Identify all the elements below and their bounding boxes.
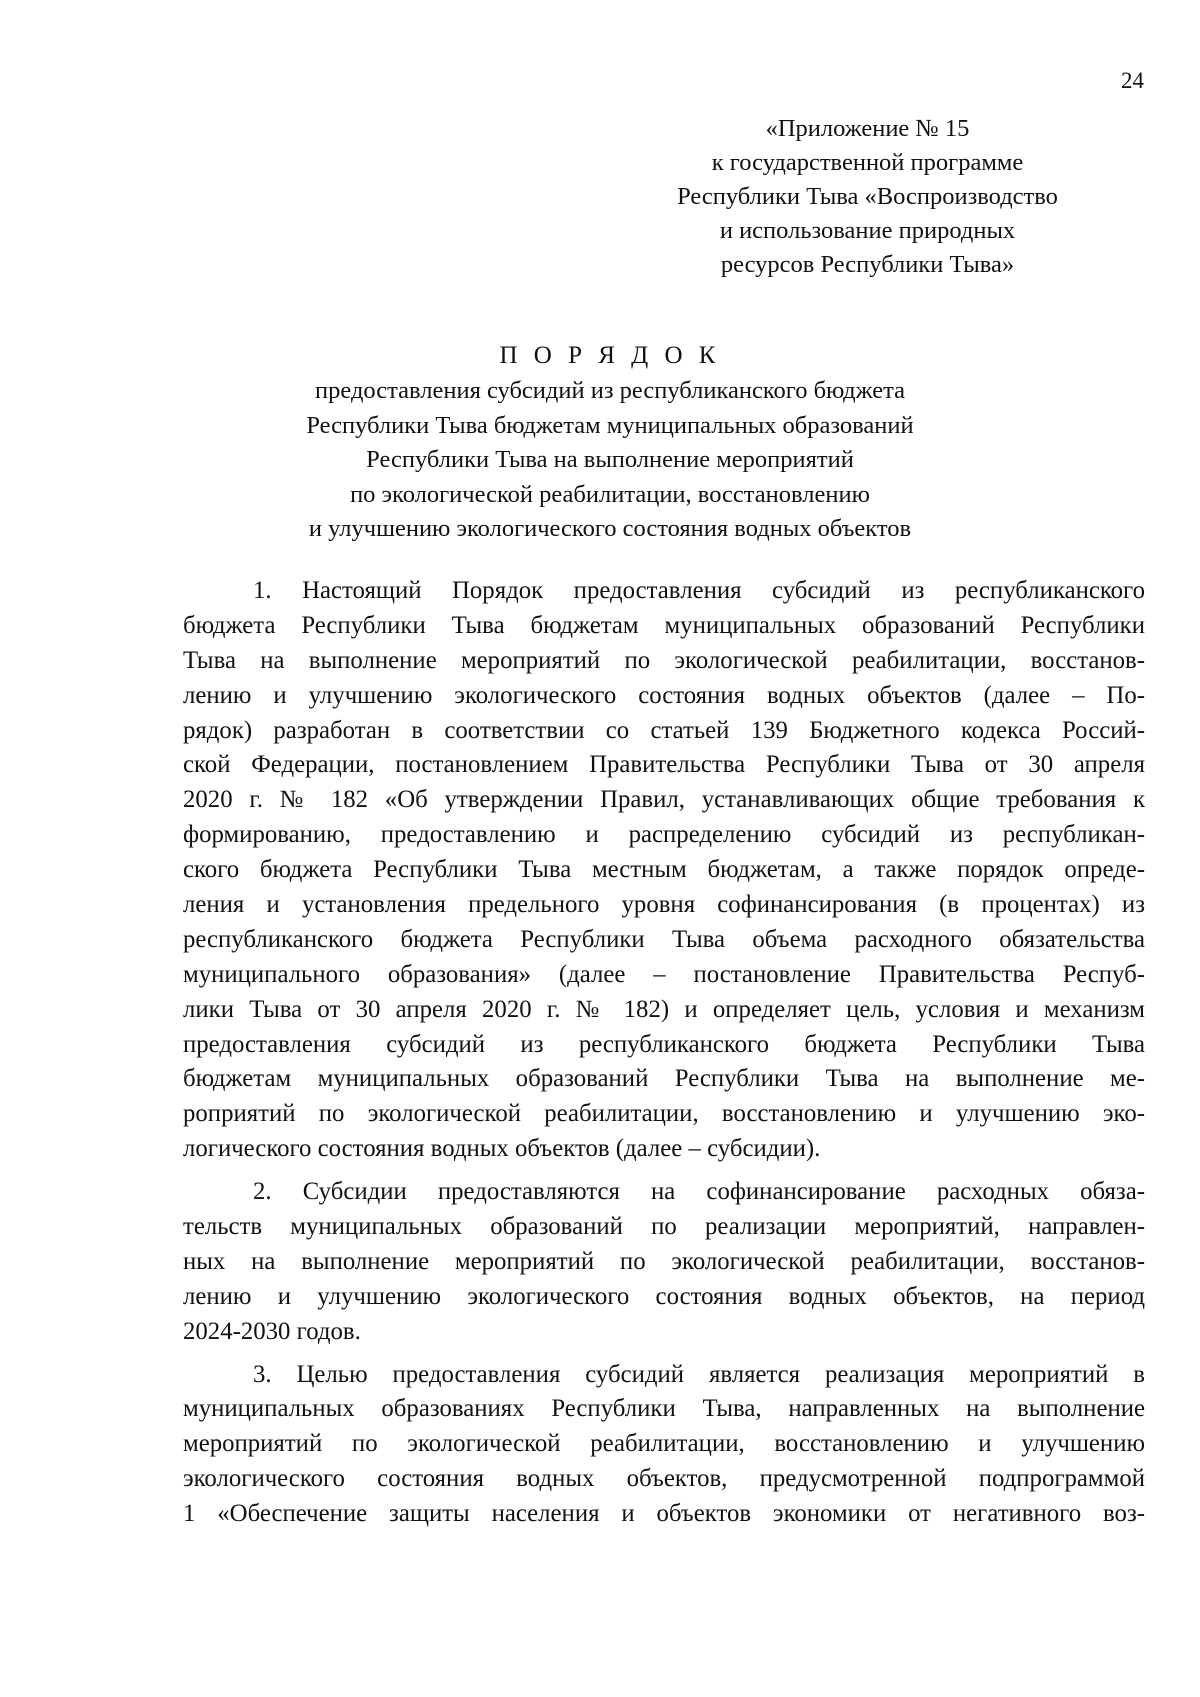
paragraph-line: роприятий по экологической реабилитации, восстановлению и улучшению эко- xyxy=(183,1100,1145,1128)
paragraph-line: муниципального образования» (далее – постановление Правительства Респуб- xyxy=(183,960,1145,988)
document-subtitle xyxy=(160,374,1060,547)
subtitle-line: и улучшению экологического состояния водных объектов xyxy=(308,515,912,542)
document-heading xyxy=(160,338,1060,547)
paragraph-2 xyxy=(183,1175,1145,1349)
document-body xyxy=(183,574,1145,1540)
subtitle-line: Республики Тыва бюджетам муниципальных образований xyxy=(306,411,914,439)
paragraph-line: бюджетам муниципальных образований Республики Тыва на выполнение ме- xyxy=(183,1065,1145,1093)
paragraph-line: ления и установления предельного уровня софинансирования (в процентах) из xyxy=(183,891,1145,919)
paragraph-line: 2. Субсидии предоставляются на софинансирование расходных обяза- xyxy=(253,1178,1145,1206)
appendix-line: ресурсов Республики Тыва» xyxy=(720,251,1015,278)
subtitle-line: по экологической реабилитации, восстановлению xyxy=(350,480,870,508)
appendix-line: к государственной программе xyxy=(711,149,1024,176)
paragraph-line: формированию, предоставлению и распределению субсидий из республикан- xyxy=(183,821,1145,849)
paragraph-line: 1. Настоящий Порядок предоставления субсидий из республиканского xyxy=(253,577,1145,604)
paragraph-line: ных на выполнение мероприятий по экологической реабилитации, восстанов- xyxy=(183,1247,1145,1275)
paragraph-line: бюджета Республики Тыва бюджетам муниципальных образований Республики xyxy=(183,611,1145,639)
paragraph-line: ского бюджета Республики Тыва местным бюджетам, а также порядок опреде- xyxy=(183,856,1145,884)
paragraph-line: лики Тыва от 30 апреля 2020 г. № 182) и определяет цель, условия и механизм xyxy=(183,995,1145,1023)
paragraph-line: республиканского бюджета Республики Тыва объема расходного обязательства xyxy=(183,925,1145,953)
paragraph-line: лению и улучшению экологического состояния водных объектов, на период xyxy=(183,1282,1145,1310)
paragraph-line: Тыва на выполнение мероприятий по экологической реабилитации, восстанов- xyxy=(183,646,1145,674)
paragraph-line: логического состояния водных объектов (далее – субсидии). xyxy=(183,1135,821,1163)
paragraph-line: муниципальных образованиях Республики Тыва, направленных на выполнение xyxy=(183,1395,1145,1423)
paragraph-line: мероприятий по экологической реабилитации, восстановлению и улучшению xyxy=(183,1430,1145,1458)
appendix-header xyxy=(600,112,1135,282)
paragraph-line: рядок) разработан в соответствии со статьей 139 Бюджетного кодекса Россий- xyxy=(183,716,1145,744)
paragraph-line: 2020 г. № 182 «Об утверждении Правил, устанавливающих общие требования к xyxy=(183,786,1145,814)
paragraph-line: 1 «Обеспечение защиты населения и объектов экономики от негативного воз- xyxy=(183,1500,1145,1528)
paragraph-line: предоставления субсидий из республиканского бюджета Республики Тыва xyxy=(183,1030,1145,1058)
subtitle-line: предоставления субсидий из республиканского бюджета xyxy=(315,377,905,404)
subtitle-line: Республики Тыва на выполнение мероприятий xyxy=(366,446,854,473)
paragraph-line: 3. Целью предоставления субсидий является реализация мероприятий в xyxy=(253,1360,1145,1388)
paragraph-line: 2024-2030 годов. xyxy=(183,1317,361,1345)
paragraph-line: лению и улучшению экологического состояния водных объектов (далее – По- xyxy=(183,681,1145,709)
document-title: П О Р Я Д О К xyxy=(499,342,721,369)
paragraph-line: экологического состояния водных объектов, предусмотренной подпрограммой xyxy=(183,1465,1145,1493)
paragraph-line: тельств муниципальных образований по реализации мероприятий, направлен- xyxy=(183,1213,1145,1241)
appendix-line: Республики Тыва «Воспроизводство xyxy=(677,183,1058,210)
page-number: 24 xyxy=(1121,68,1144,93)
appendix-line: и использование природных xyxy=(719,217,1016,244)
paragraph-1 xyxy=(183,574,1145,1167)
paragraph-3 xyxy=(183,1358,1145,1532)
paragraph-line: ской Федерации, постановлением Правительства Республики Тыва от 30 апреля xyxy=(183,751,1145,779)
appendix-line: «Приложение № 15 xyxy=(765,115,970,142)
